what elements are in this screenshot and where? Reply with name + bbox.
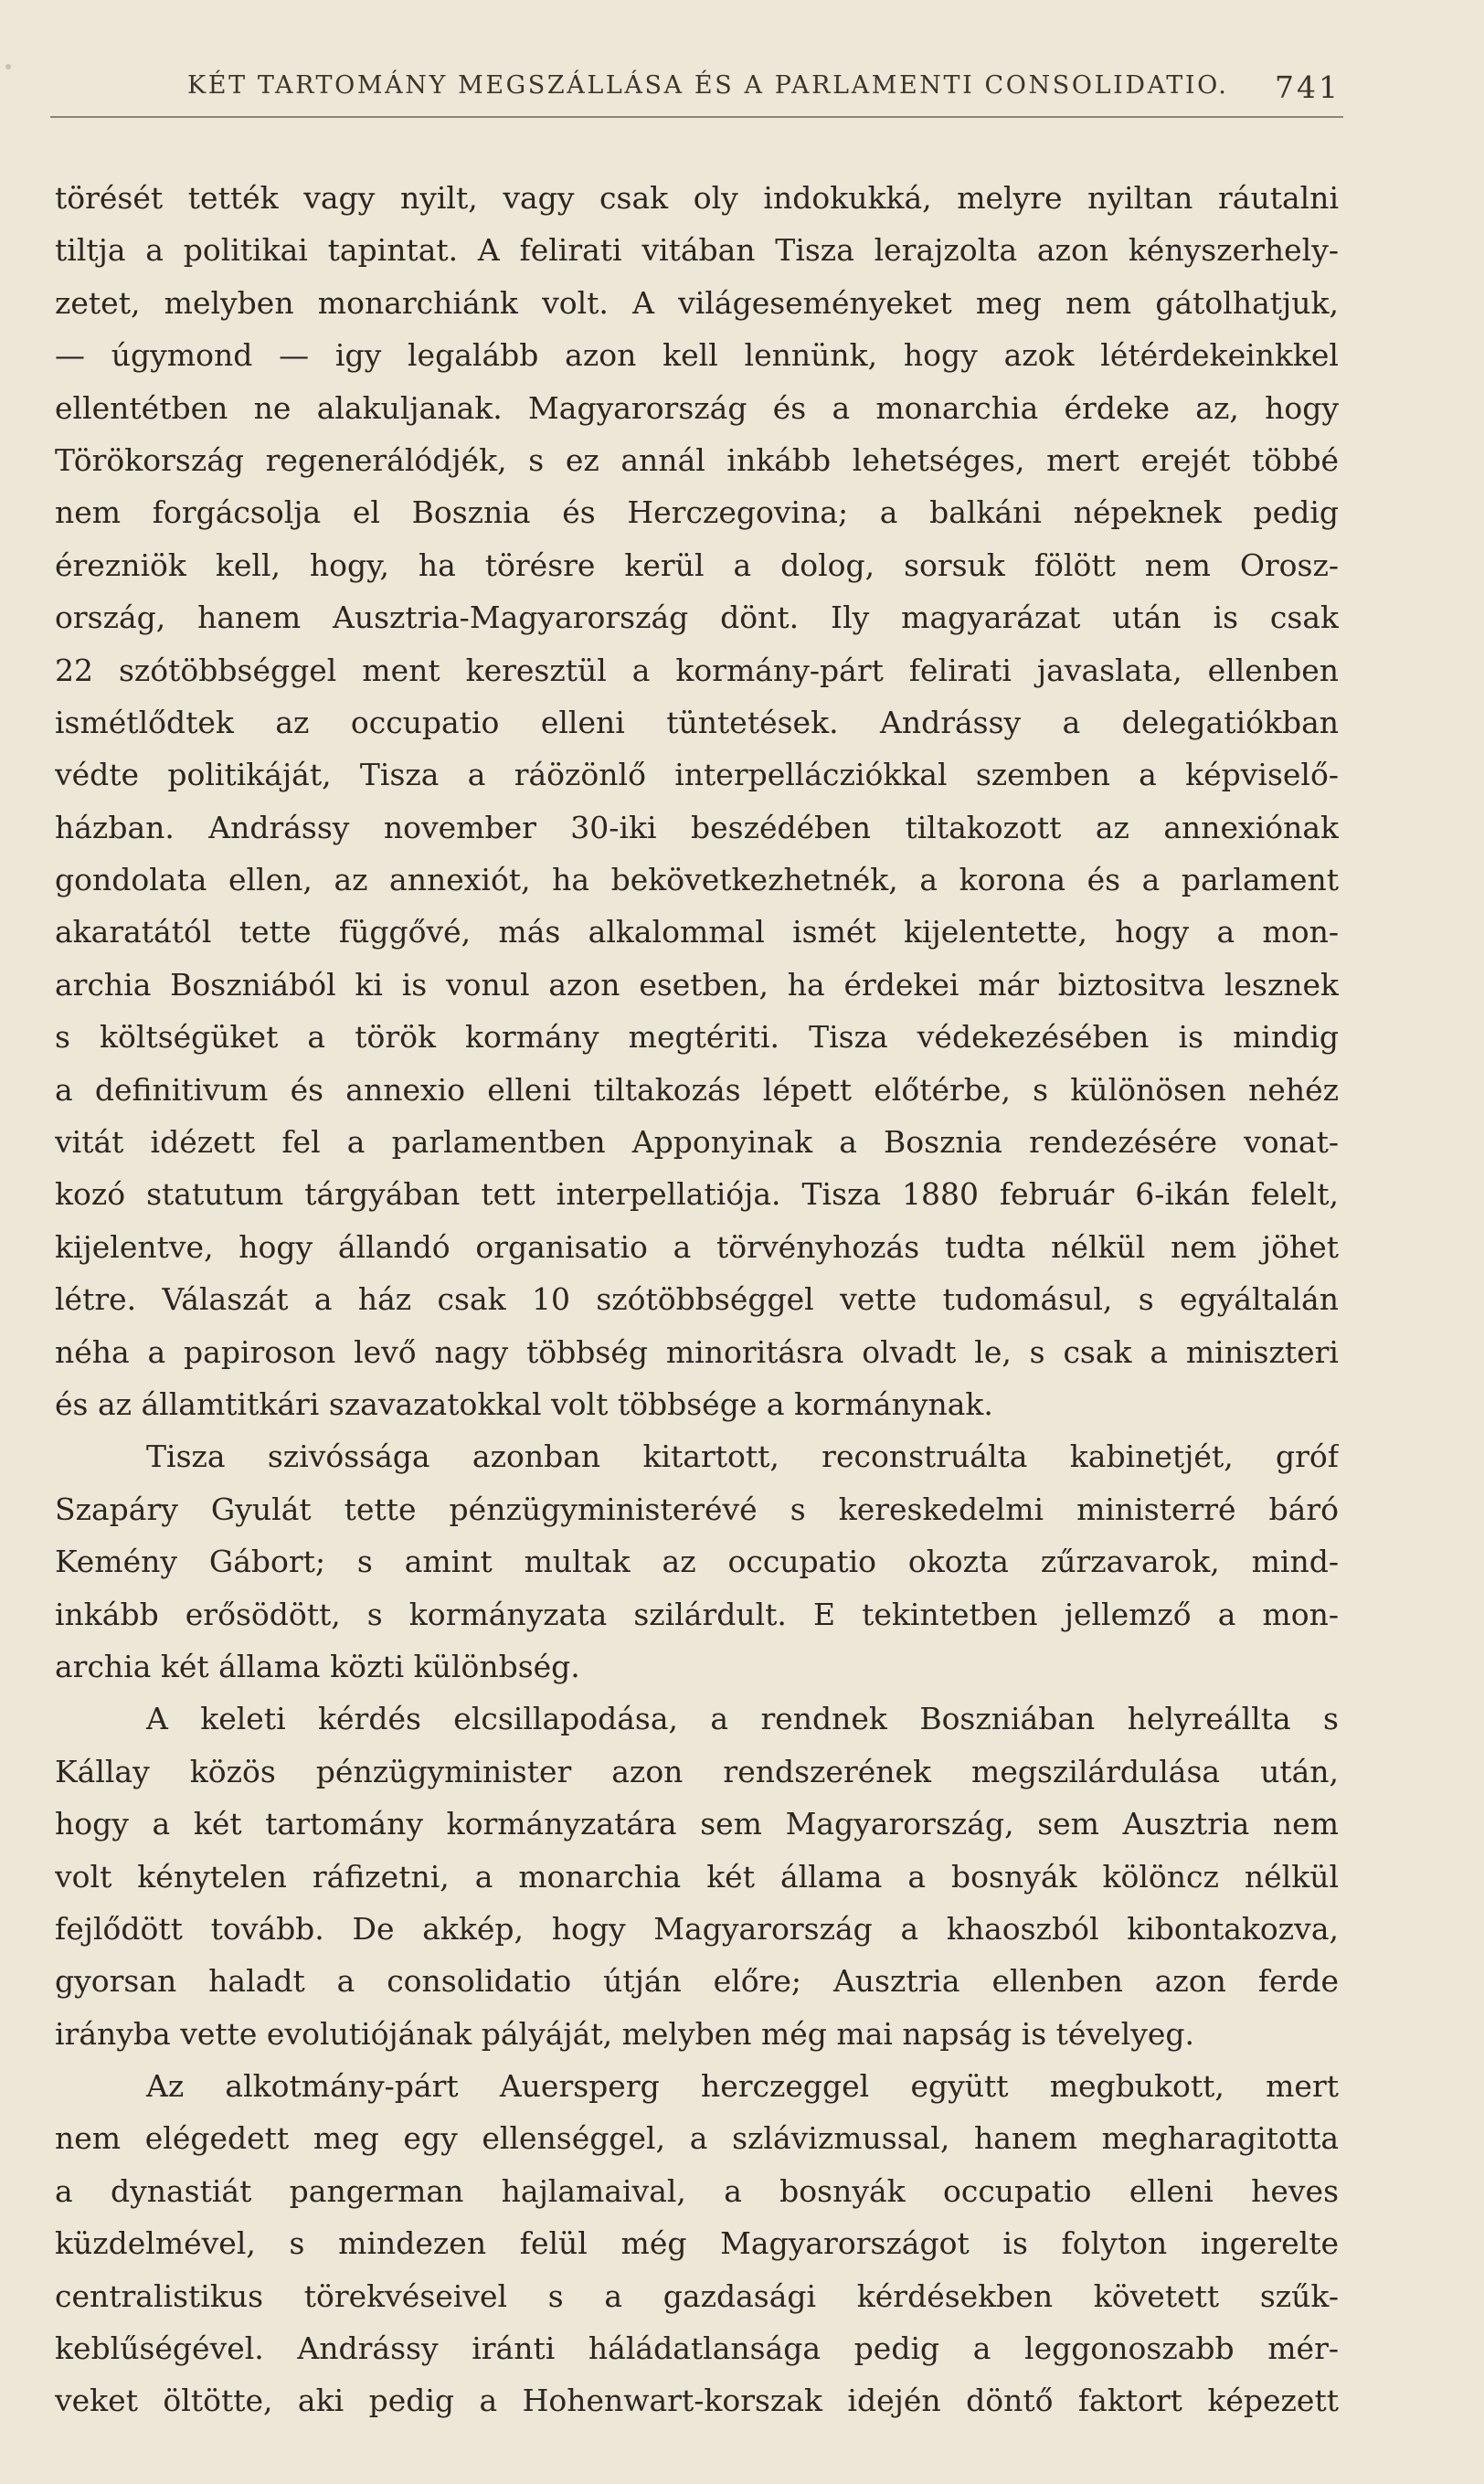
page-spot xyxy=(5,64,11,69)
text-line: archia Boszniából ki is vonul azon esetben, ha érdekei már biztositva lesznek xyxy=(55,966,1339,1003)
text-line: ellentétben ne alakuljanak. Magyarország és a monarchia érdeke az, hogy xyxy=(55,389,1339,426)
text-line: Törökország regenerálódjék, s ez annál inkább lehetséges, mert erejét többé xyxy=(55,441,1339,478)
text-line: — úgymond — igy legalább azon kell lennünk, hogy azok létérdekeinkkel xyxy=(55,337,1339,374)
text-line: nem elégedett meg egy ellenséggel, a szlávizmussal, hanem megharagitotta xyxy=(55,2120,1339,2157)
text-line: keblűségével. Andrássy iránti háládatlansága pedig a leggonoszabb mér- xyxy=(55,2330,1339,2367)
header-title: KÉT TARTOMÁNY MEGSZÁLLÁSA ÉS A PARLAMENTI CONSOLIDATIO. xyxy=(187,71,1229,100)
text-line: házban. Andrássy november 30-iki beszédében tiltakozott az annexiónak xyxy=(55,809,1339,845)
text-line: A keleti kérdés elcsillapodása, a rendnek Boszniában helyreállta s xyxy=(146,1701,1339,1737)
text-line: létre. Válaszát a ház csak 10 szótöbbséggel vette tudomásul, s egyáltalán xyxy=(55,1281,1339,1318)
text-line: gyorsan haladt a consolidatio útján előre; Ausztria ellenben azon ferde xyxy=(55,1963,1339,2000)
text-line: Tisza szivóssága azonban kitartott, reconstruálta kabinetjét, gróf xyxy=(146,1438,1339,1475)
text-line: és az államtitkári szavazatokkal volt többsége a kormánynak. xyxy=(55,1385,993,1422)
text-line: kozó statutum tárgyában tett interpellatiója. Tisza 1880 február 6-ikán felelt, xyxy=(55,1176,1339,1213)
text-line: 22 szótöbbséggel ment keresztül a kormány-párt felirati javaslata, ellenben xyxy=(55,652,1339,688)
text-line: centralistikus törekvéseivel s a gazdasági kérdésekben követett szűk- xyxy=(55,2277,1339,2314)
text-line: védte politikáját, Tisza a ráözönlő interpellácziókkal szemben a képviselő- xyxy=(55,757,1339,793)
text-line: ismétlődtek az occupatio elleni tüntetések. Andrássy a delegatiókban xyxy=(55,704,1339,740)
running-header xyxy=(55,69,1341,113)
text-line: ország, hanem Ausztria-Magyarország dönt. Ily magyarázat után is csak xyxy=(55,600,1339,636)
text-line: vitát idézett fel a parlamentben Apponyinak a Bosznia rendezésére vonat- xyxy=(55,1124,1339,1161)
text-line: archia két állama közti különbség. xyxy=(55,1648,580,1684)
text-line: s költségüket a török kormány megtériti. Tisza védekezésében is mindig xyxy=(55,1019,1339,1056)
text-line: hogy a két tartomány kormányzatára sem Magyarország, sem Ausztria nem xyxy=(55,1806,1339,1842)
text-line: akaratától tette függővé, más alkalommal ismét kijelentette, hogy a mon- xyxy=(55,914,1339,950)
text-line: nem forgácsolja el Bosznia és Herczegovina; a balkáni népeknek pedig xyxy=(55,494,1339,531)
text-line: volt kénytelen ráfizetni, a monarchia két állama a bosnyák kölöncz nélkül xyxy=(55,1858,1339,1895)
body-text xyxy=(55,172,1339,2427)
text-line: a definitivum és annexio elleni tiltakozás lépett előtérbe, s különösen nehéz xyxy=(55,1071,1339,1108)
header-rule xyxy=(50,116,1343,118)
text-line: törését tették vagy nyilt, vagy csak oly indokukká, melyre nyiltan ráutalni xyxy=(55,180,1339,216)
text-line: inkább erősödött, s kormányzata szilárdult. E tekintetben jellemző a mon- xyxy=(55,1596,1339,1632)
text-line: néha a papiroson levő nagy többség minoritásra olvadt le, s csak a miniszteri xyxy=(55,1333,1339,1370)
text-line: irányba vette evolutiójának pályáját, melyben még mai napság is tévelyeg. xyxy=(55,2015,1194,2052)
text-line: zetet, melyben monarchiánk volt. A világeseményeket meg nem gátolhatjuk, xyxy=(55,284,1339,321)
text-line: Az alkotmány-párt Auersperg herczeggel együtt megbukott, mert xyxy=(146,2068,1339,2105)
text-line: kijelentve, hogy állandó organisatio a törvényhozás tudta nélkül nem jöhet xyxy=(55,1228,1339,1265)
text-line: veket öltötte, aki pedig a Hohenwart-korszak idején döntő faktort képezett xyxy=(55,2383,1339,2419)
text-line: a dynastiát pangerman hajlamaival, a bosnyák occupatio elleni heves xyxy=(55,2172,1339,2209)
text-line: küzdelmével, s mindezen felül még Magyarországot is folyton ingerelte xyxy=(55,2225,1339,2262)
page-number: 741 xyxy=(1275,69,1341,105)
text-line: tiltja a politikai tapintat. A felirati vitában Tisza lerajzolta azon kényszerhely- xyxy=(55,232,1339,269)
text-line: érezniök kell, hogy, ha törésre kerül a dolog, sorsuk fölött nem Orosz- xyxy=(55,547,1339,583)
text-line: fejlődött tovább. De akkép, hogy Magyarország a khaoszból kibontakozva, xyxy=(55,1910,1339,1947)
text-line: Kemény Gábort; s amint multak az occupatio okozta zűrzavarok, mind- xyxy=(55,1544,1339,1580)
text-line: Szapáry Gyulát tette pénzügyministerévé s kereskedelmi ministerré báró xyxy=(55,1491,1339,1527)
text-line: Kállay közös pénzügyminister azon rendszerének megszilárdulása után, xyxy=(55,1753,1339,1789)
text-line: gondolata ellen, az annexiót, ha bekövetkezhetnék, a korona és a parlament xyxy=(55,862,1339,898)
